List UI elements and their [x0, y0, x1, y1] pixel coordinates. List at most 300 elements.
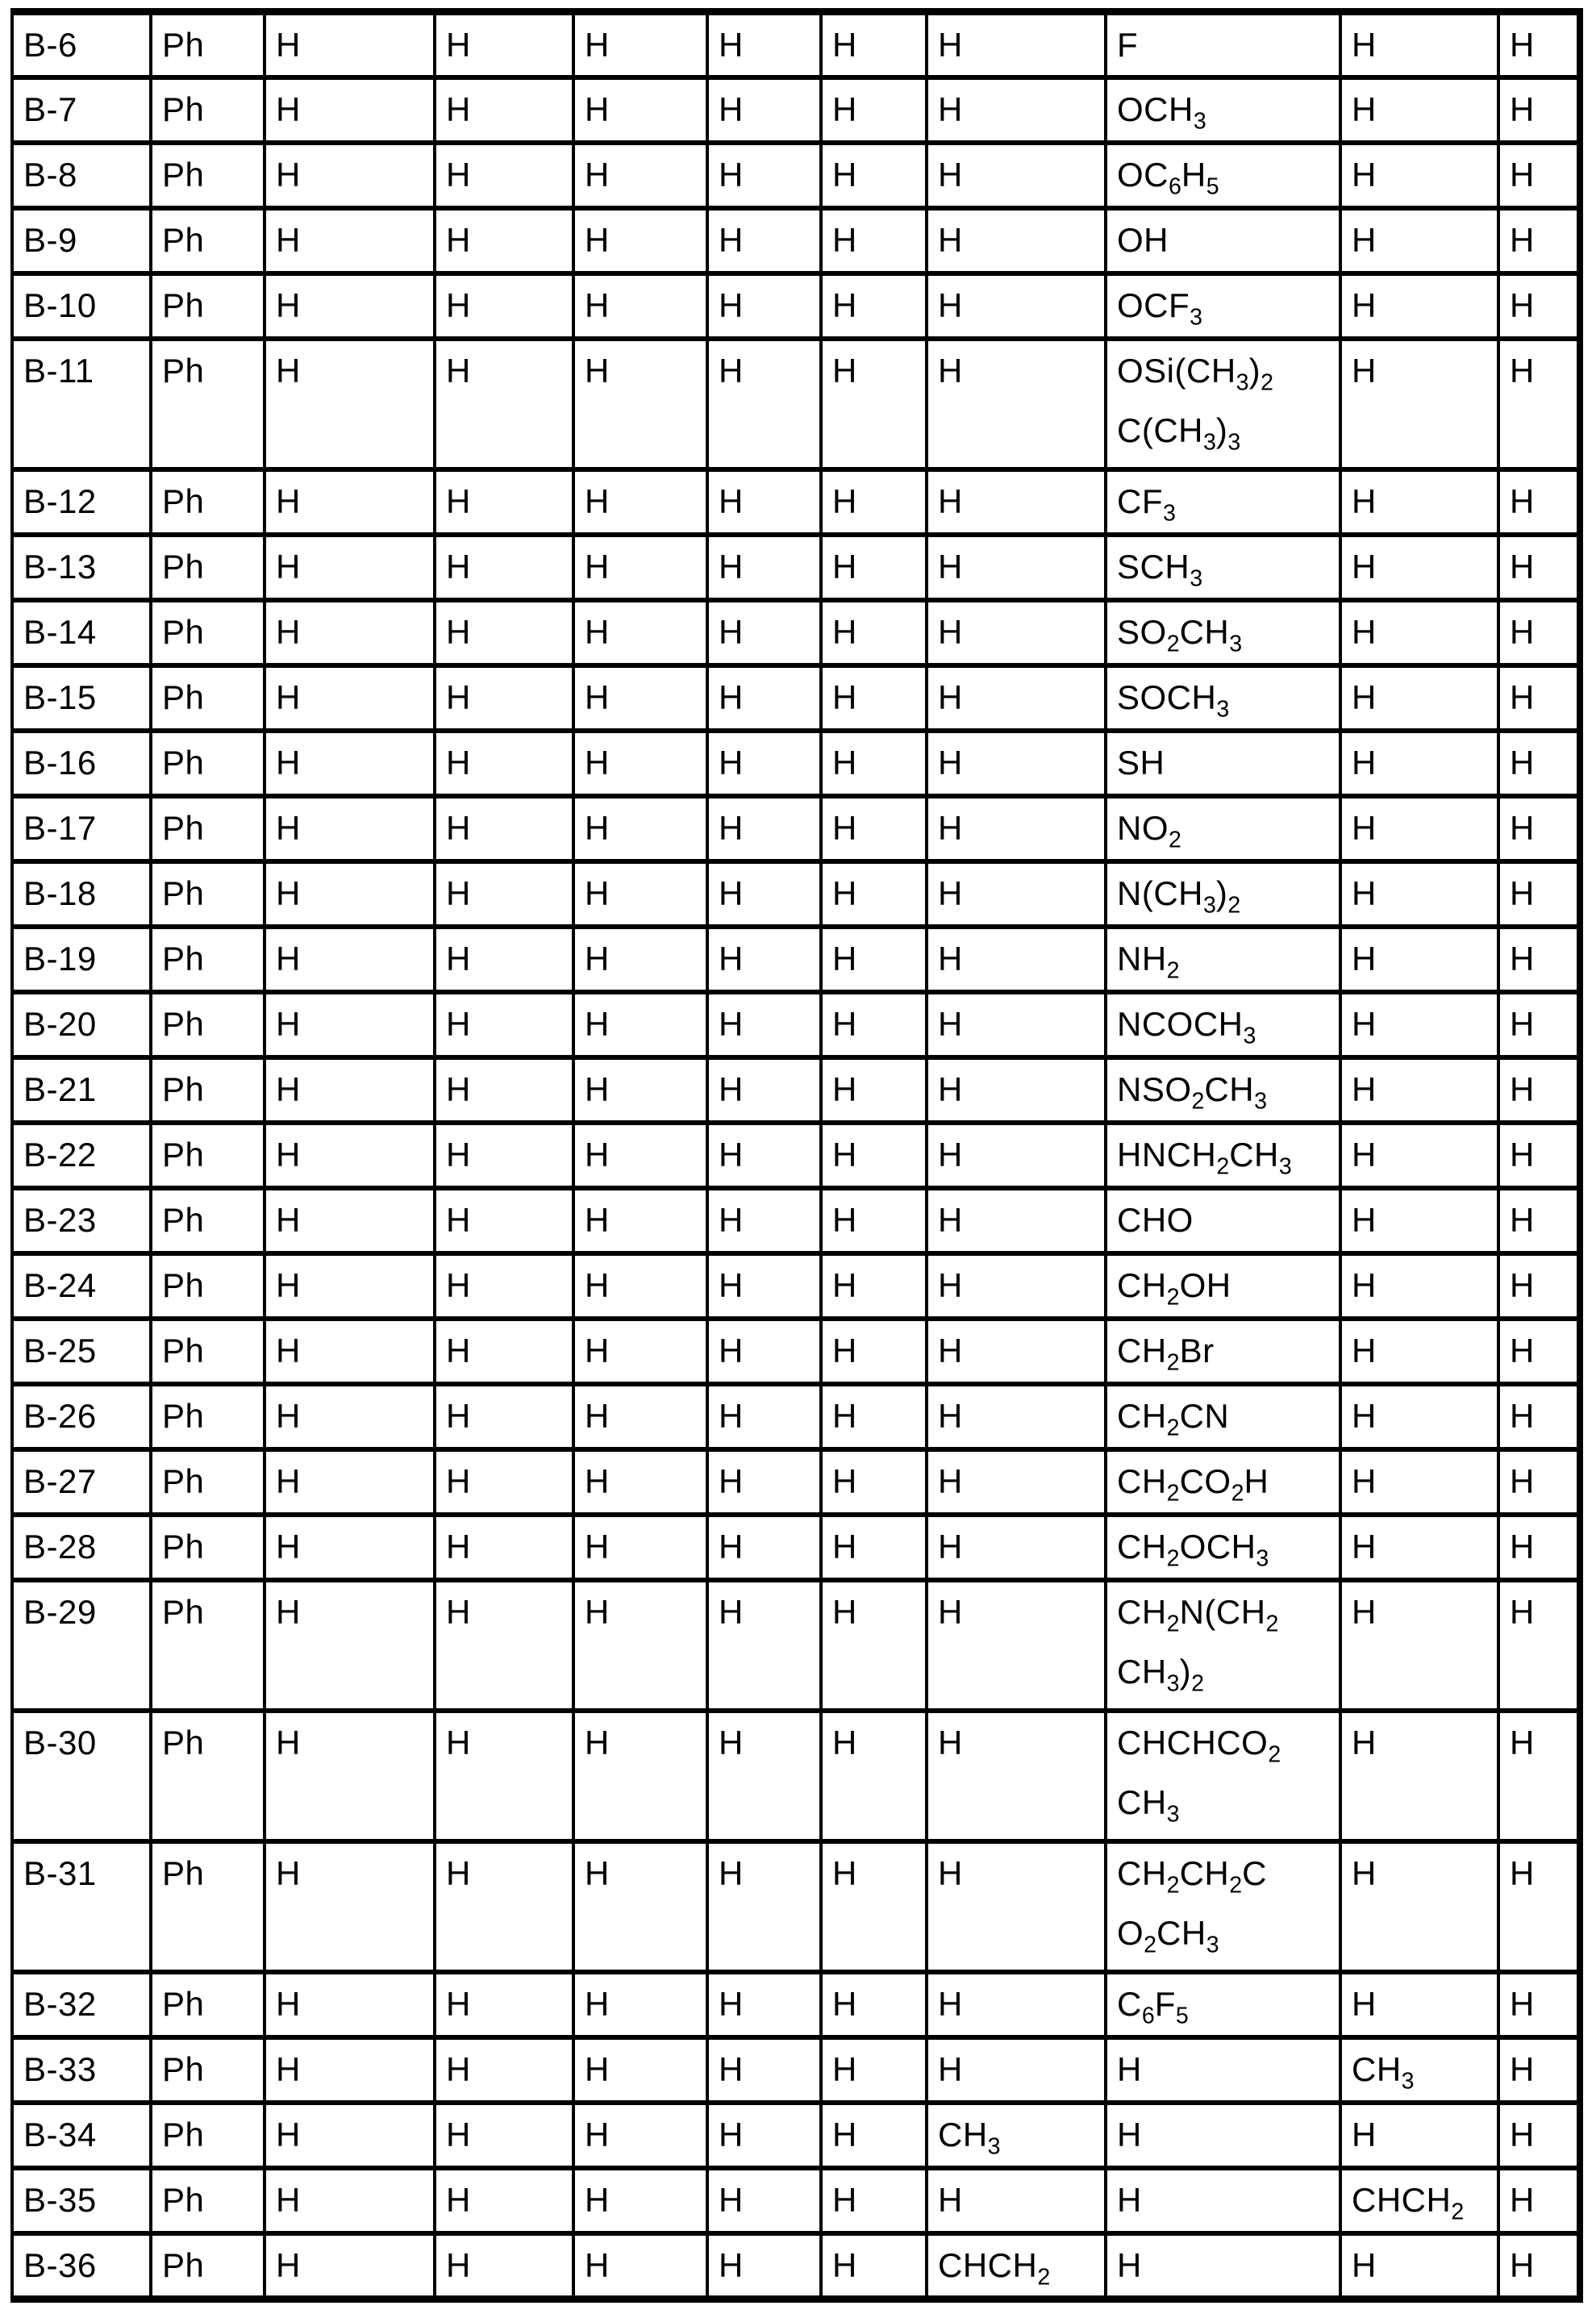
substituent-cell: H — [1498, 992, 1580, 1057]
substituent-cell: H — [573, 600, 707, 665]
substituent-cell: Ph — [151, 861, 265, 927]
substituent-cell: Ph — [151, 12, 265, 78]
table-row — [12, 143, 1580, 208]
substituent-cell: H — [1340, 1319, 1498, 1384]
substituent-cell: H — [573, 469, 707, 535]
substituent-cell: H — [1498, 2168, 1580, 2233]
substituent-cell: H — [435, 1188, 573, 1253]
substituent-cell: OH — [1106, 208, 1340, 273]
substituent-cell: H — [435, 665, 573, 731]
table-row — [12, 12, 1580, 78]
substituent-cell: Ph — [151, 1057, 265, 1123]
substituent-cell: H — [821, 1057, 927, 1123]
substituent-cell: H — [1106, 2233, 1340, 2299]
substituent-cell: $CH_3$ — [927, 2103, 1106, 2168]
substituent-cell: Ph — [151, 1711, 265, 1841]
substituent-cell: $HNCH_2CH_3$ — [1106, 1123, 1340, 1188]
substituent-cell: H — [435, 1057, 573, 1123]
compound-id-cell: B-6 — [12, 12, 151, 78]
substituent-cell: $CH_2CO_2H$ — [1106, 1449, 1340, 1515]
substituent-cell: H — [707, 12, 821, 78]
substituent-cell: Ph — [151, 1253, 265, 1319]
substituent-cell: H — [707, 600, 821, 665]
substituent-cell: Ph — [151, 796, 265, 861]
substituent-cell: H — [1498, 1711, 1580, 1841]
substituent-cell: H — [1340, 1253, 1498, 1319]
document-page — [10, 8, 1596, 2303]
substituent-cell: H — [927, 12, 1106, 78]
substituent-cell: Ph — [151, 1580, 265, 1711]
substituent-cell: H — [707, 1972, 821, 2037]
substituent-cell: Ph — [151, 77, 265, 143]
substituent-cell: H — [435, 1319, 573, 1384]
substituent-cell: H — [707, 143, 821, 208]
substituent-cell: H — [927, 1057, 1106, 1123]
substituent-cell: $CH_2OCH_3$ — [1106, 1515, 1340, 1580]
substituent-cell: H — [821, 600, 927, 665]
substituent-cell: $N(CH_3)_2$ — [1106, 861, 1340, 927]
substituent-cell: H — [821, 208, 927, 273]
substituent-cell: Ph — [151, 1515, 265, 1580]
substituent-cell: H — [707, 77, 821, 143]
substituent-cell: H — [1498, 600, 1580, 665]
substituent-cell: H — [1498, 1188, 1580, 1253]
substituent-cell: $CH_2CN$ — [1106, 1384, 1340, 1449]
substituent-cell: Ph — [151, 1123, 265, 1188]
substituent-cell: H — [707, 1449, 821, 1515]
compound-id-cell: B-15 — [12, 665, 151, 731]
substituent-cell: Ph — [151, 1972, 265, 2037]
substituent-cell: H — [927, 1253, 1106, 1319]
substituent-cell: H — [265, 2168, 435, 2233]
substituent-cell: H — [573, 2168, 707, 2233]
substituent-cell: H — [1340, 469, 1498, 535]
substituent-cell: H — [927, 1123, 1106, 1188]
substituent-cell: H — [707, 1384, 821, 1449]
substituent-cell: H — [927, 665, 1106, 731]
substituent-cell: H — [573, 1123, 707, 1188]
substituent-cell: $NO_2$ — [1106, 796, 1340, 861]
substituent-cell: H — [1340, 861, 1498, 927]
substituent-cell: H — [927, 273, 1106, 339]
substituent-cell: H — [435, 1841, 573, 1972]
substituent-cell: $NSO_2CH_3$ — [1106, 1057, 1340, 1123]
compound-table-body — [12, 12, 1580, 2299]
substituent-cell: Ph — [151, 600, 265, 665]
substituent-cell: $C_6F_5$ — [1106, 1972, 1340, 2037]
substituent-cell: H — [265, 1449, 435, 1515]
substituent-cell: H — [927, 861, 1106, 927]
substituent-cell: Ph — [151, 1188, 265, 1253]
substituent-cell: H — [927, 731, 1106, 796]
substituent-cell: H — [1498, 1057, 1580, 1123]
substituent-cell: H — [1340, 2103, 1498, 2168]
compound-id-cell: B-10 — [12, 273, 151, 339]
substituent-cell: H — [435, 1972, 573, 2037]
substituent-cell: H — [707, 2168, 821, 2233]
substituent-cell: H — [435, 143, 573, 208]
compound-id-cell: B-19 — [12, 927, 151, 992]
substituent-cell: H — [927, 1319, 1106, 1384]
compound-id-cell: B-35 — [12, 2168, 151, 2233]
substituent-cell: $OCH_3$ — [1106, 77, 1340, 143]
substituent-cell: H — [821, 143, 927, 208]
substituent-cell: H — [707, 469, 821, 535]
substituent-cell: H — [573, 1449, 707, 1515]
substituent-cell: $OSi(CH_3)_2$ $C(CH_3)_3$ — [1106, 339, 1340, 469]
substituent-cell: H — [707, 1515, 821, 1580]
substituent-cell: H — [927, 1711, 1106, 1841]
substituent-cell: H — [821, 77, 927, 143]
substituent-cell: H — [927, 1580, 1106, 1711]
substituent-cell: H — [1498, 861, 1580, 927]
substituent-cell: H — [435, 208, 573, 273]
substituent-cell: Ph — [151, 1841, 265, 1972]
compound-id-cell: B-25 — [12, 1319, 151, 1384]
compound-id-cell: B-23 — [12, 1188, 151, 1253]
substituent-cell: $CHCH_2$ — [1340, 2168, 1498, 2233]
substituent-cell: H — [821, 992, 927, 1057]
substituent-cell: H — [927, 1188, 1106, 1253]
substituent-cell: H — [265, 469, 435, 535]
substituent-cell: H — [927, 600, 1106, 665]
substituent-cell: H — [573, 665, 707, 731]
table-row — [12, 208, 1580, 273]
substituent-cell: H — [265, 535, 435, 600]
substituent-cell: H — [265, 2233, 435, 2299]
substituent-cell: H — [265, 143, 435, 208]
substituent-cell: H — [1340, 1384, 1498, 1449]
substituent-cell: H — [1106, 2103, 1340, 2168]
substituent-cell: Ph — [151, 1384, 265, 1449]
substituent-cell: H — [821, 1123, 927, 1188]
substituent-cell: H — [821, 1711, 927, 1841]
compound-id-cell: B-21 — [12, 1057, 151, 1123]
table-row — [12, 2103, 1580, 2168]
substituent-cell: H — [573, 273, 707, 339]
compound-id-cell: B-18 — [12, 861, 151, 927]
substituent-cell: H — [1340, 208, 1498, 273]
substituent-cell: H — [265, 927, 435, 992]
table-row — [12, 2233, 1580, 2299]
substituent-cell: H — [435, 600, 573, 665]
table-row — [12, 796, 1580, 861]
substituent-cell: H — [707, 731, 821, 796]
substituent-cell: H — [1498, 1253, 1580, 1319]
substituent-cell: H — [435, 1123, 573, 1188]
substituent-cell: H — [435, 1253, 573, 1319]
substituent-cell: H — [1340, 1188, 1498, 1253]
substituent-cell: H — [821, 535, 927, 600]
compound-id-cell: B-30 — [12, 1711, 151, 1841]
substituent-cell: H — [265, 861, 435, 927]
compound-id-cell: B-32 — [12, 1972, 151, 2037]
substituent-cell: H — [1498, 1972, 1580, 2037]
substituent-cell: H — [573, 1972, 707, 2037]
substituent-cell: H — [821, 1188, 927, 1253]
substituent-cell: H — [435, 2168, 573, 2233]
substituent-cell: H — [265, 208, 435, 273]
compound-id-cell: B-9 — [12, 208, 151, 273]
table-row — [12, 861, 1580, 927]
substituent-cell: H — [821, 731, 927, 796]
substituent-cell: H — [821, 2103, 927, 2168]
substituent-cell: H — [1340, 77, 1498, 143]
table-row — [12, 1711, 1580, 1841]
substituent-cell: H — [265, 77, 435, 143]
table-row — [12, 469, 1580, 535]
compound-id-cell: B-34 — [12, 2103, 151, 2168]
substituent-cell: H — [707, 1711, 821, 1841]
substituent-cell: H — [1106, 2037, 1340, 2103]
substituent-cell: H — [1340, 665, 1498, 731]
substituent-cell: H — [1340, 1580, 1498, 1711]
substituent-cell: H — [265, 12, 435, 78]
table-row — [12, 1384, 1580, 1449]
substituent-cell: H — [265, 1384, 435, 1449]
substituent-cell: H — [573, 12, 707, 78]
substituent-cell: H — [435, 927, 573, 992]
compound-id-cell: B-17 — [12, 796, 151, 861]
substituent-cell: H — [821, 339, 927, 469]
substituent-cell: H — [927, 796, 1106, 861]
substituent-cell: H — [821, 1253, 927, 1319]
compound-id-cell: B-7 — [12, 77, 151, 143]
substituent-cell: H — [1340, 1841, 1498, 1972]
substituent-cell: H — [573, 2103, 707, 2168]
table-row — [12, 927, 1580, 992]
substituent-cell: Ph — [151, 665, 265, 731]
substituent-cell: $CF_3$ — [1106, 469, 1340, 535]
table-row — [12, 1449, 1580, 1515]
substituent-cell: H — [573, 1841, 707, 1972]
substituent-cell: H — [435, 339, 573, 469]
compound-id-cell: B-26 — [12, 1384, 151, 1449]
substituent-cell: $NCOCH_3$ — [1106, 992, 1340, 1057]
substituent-cell: H — [435, 796, 573, 861]
substituent-cell: H — [435, 535, 573, 600]
substituent-cell: H — [821, 927, 927, 992]
table-row — [12, 535, 1580, 600]
substituent-cell: H — [265, 796, 435, 861]
table-row — [12, 2037, 1580, 2103]
substituent-cell: H — [1340, 339, 1498, 469]
substituent-cell: H — [265, 600, 435, 665]
substituent-cell: H — [1498, 1841, 1580, 1972]
substituent-cell: H — [1340, 2233, 1498, 2299]
compound-id-cell: B-36 — [12, 2233, 151, 2299]
compound-id-cell: B-8 — [12, 143, 151, 208]
substituent-cell: H — [1498, 2103, 1580, 2168]
substituent-cell: H — [707, 665, 821, 731]
substituent-cell: H — [265, 665, 435, 731]
compound-id-cell: B-12 — [12, 469, 151, 535]
substituent-cell: H — [1498, 273, 1580, 339]
substituent-cell: H — [707, 535, 821, 600]
substituent-cell: $CHCHCO_2$ $CH_3$ — [1106, 1711, 1340, 1841]
substituent-cell: H — [1498, 77, 1580, 143]
substituent-cell: H — [1340, 1057, 1498, 1123]
substituent-cell: Ph — [151, 469, 265, 535]
table-row — [12, 1972, 1580, 2037]
substituent-cell: H — [1340, 1972, 1498, 2037]
substituent-cell: H — [573, 1515, 707, 1580]
substituent-cell: H — [821, 273, 927, 339]
compound-id-cell: B-13 — [12, 535, 151, 600]
compound-id-cell: B-29 — [12, 1580, 151, 1711]
substituent-cell: H — [821, 796, 927, 861]
substituent-cell: H — [265, 1319, 435, 1384]
substituent-cell: H — [1498, 469, 1580, 535]
substituent-cell: H — [707, 992, 821, 1057]
substituent-cell: H — [821, 1515, 927, 1580]
substituent-cell: H — [1498, 339, 1580, 469]
substituent-cell: H — [1340, 273, 1498, 339]
substituent-cell: H — [927, 2037, 1106, 2103]
substituent-cell: H — [821, 2037, 927, 2103]
table-row — [12, 1057, 1580, 1123]
substituent-cell: H — [707, 2037, 821, 2103]
substituent-cell: H — [927, 339, 1106, 469]
substituent-cell: H — [573, 796, 707, 861]
substituent-cell: Ph — [151, 535, 265, 600]
compound-id-cell: B-20 — [12, 992, 151, 1057]
substituent-cell: H — [573, 1188, 707, 1253]
substituent-cell: H — [707, 1057, 821, 1123]
substituent-cell: H — [265, 992, 435, 1057]
substituent-cell: H — [573, 1384, 707, 1449]
substituent-cell: H — [1340, 1711, 1498, 1841]
substituent-cell: $SO_2CH_3$ — [1106, 600, 1340, 665]
substituent-cell: $SOCH_3$ — [1106, 665, 1340, 731]
substituent-cell: H — [573, 992, 707, 1057]
compound-id-cell: B-31 — [12, 1841, 151, 1972]
substituent-cell: H — [573, 1711, 707, 1841]
substituent-cell: H — [821, 1972, 927, 2037]
table-row — [12, 1841, 1580, 1972]
substituent-cell: CHO — [1106, 1188, 1340, 1253]
substituent-cell: H — [927, 469, 1106, 535]
substituent-cell: $NH_2$ — [1106, 927, 1340, 992]
substituent-cell: H — [435, 469, 573, 535]
substituent-cell: H — [265, 339, 435, 469]
substituent-cell: H — [265, 2103, 435, 2168]
substituent-cell: H — [265, 1188, 435, 1253]
substituent-cell: Ph — [151, 2233, 265, 2299]
substituent-cell: H — [821, 861, 927, 927]
substituent-cell: H — [435, 731, 573, 796]
substituent-cell: SH — [1106, 731, 1340, 796]
substituent-cell: Ph — [151, 208, 265, 273]
table-row — [12, 1188, 1580, 1253]
substituent-cell: Ph — [151, 339, 265, 469]
substituent-cell: H — [265, 1841, 435, 1972]
substituent-cell: H — [1498, 1319, 1580, 1384]
substituent-cell: H — [1340, 143, 1498, 208]
substituent-cell: H — [1340, 796, 1498, 861]
substituent-cell: H — [265, 1515, 435, 1580]
substituent-cell: H — [1498, 1515, 1580, 1580]
substituent-cell: H — [707, 927, 821, 992]
substituent-cell: H — [1340, 535, 1498, 600]
substituent-cell: H — [1498, 665, 1580, 731]
substituent-cell: H — [435, 1515, 573, 1580]
substituent-cell: H — [707, 1319, 821, 1384]
substituent-cell: H — [573, 143, 707, 208]
substituent-cell: H — [1340, 12, 1498, 78]
substituent-cell: Ph — [151, 1319, 265, 1384]
substituent-cell: Ph — [151, 2103, 265, 2168]
substituent-cell: H — [1340, 1449, 1498, 1515]
substituent-cell: H — [1498, 731, 1580, 796]
substituent-cell: H — [1340, 1123, 1498, 1188]
substituent-cell: H — [707, 339, 821, 469]
substituent-cell: $CH_2Br$ — [1106, 1319, 1340, 1384]
substituent-cell: H — [821, 1449, 927, 1515]
substituent-cell: $OC_6H_5$ — [1106, 143, 1340, 208]
substituent-cell: H — [821, 1580, 927, 1711]
substituent-cell: H — [1498, 1580, 1580, 1711]
substituent-cell: H — [1498, 143, 1580, 208]
substituent-cell: H — [573, 1580, 707, 1711]
substituent-cell: H — [435, 1384, 573, 1449]
compound-substituent-table — [10, 8, 1583, 2303]
substituent-cell: H — [927, 1972, 1106, 2037]
substituent-cell: $CH_2OH$ — [1106, 1253, 1340, 1319]
substituent-cell: H — [265, 2037, 435, 2103]
substituent-cell: H — [927, 535, 1106, 600]
compound-id-cell: B-28 — [12, 1515, 151, 1580]
substituent-cell: H — [821, 2168, 927, 2233]
substituent-cell: H — [707, 273, 821, 339]
table-row — [12, 1580, 1580, 1711]
substituent-cell: H — [435, 77, 573, 143]
substituent-cell: H — [265, 1123, 435, 1188]
substituent-cell: H — [927, 208, 1106, 273]
table-row — [12, 992, 1580, 1057]
compound-id-cell: B-14 — [12, 600, 151, 665]
substituent-cell: H — [707, 1123, 821, 1188]
substituent-cell: H — [1340, 992, 1498, 1057]
table-row — [12, 77, 1580, 143]
substituent-cell: Ph — [151, 143, 265, 208]
compound-id-cell: B-24 — [12, 1253, 151, 1319]
substituent-cell: H — [573, 1057, 707, 1123]
substituent-cell: Ph — [151, 731, 265, 796]
substituent-cell: H — [1498, 1123, 1580, 1188]
substituent-cell: H — [1340, 600, 1498, 665]
substituent-cell: H — [1106, 2168, 1340, 2233]
substituent-cell: H — [707, 1841, 821, 1972]
substituent-cell: H — [821, 1319, 927, 1384]
substituent-cell: Ph — [151, 1449, 265, 1515]
substituent-cell: H — [435, 1711, 573, 1841]
substituent-cell: H — [573, 535, 707, 600]
substituent-cell: H — [821, 12, 927, 78]
substituent-cell: H — [435, 1580, 573, 1711]
substituent-cell: H — [821, 1841, 927, 1972]
substituent-cell: H — [1340, 1515, 1498, 1580]
substituent-cell: H — [265, 1972, 435, 2037]
substituent-cell: H — [265, 1057, 435, 1123]
substituent-cell: H — [265, 1711, 435, 1841]
substituent-cell: H — [707, 1253, 821, 1319]
substituent-cell: H — [707, 1580, 821, 1711]
substituent-cell: H — [707, 796, 821, 861]
substituent-cell: H — [927, 1449, 1106, 1515]
substituent-cell: H — [927, 143, 1106, 208]
substituent-cell: H — [1340, 731, 1498, 796]
